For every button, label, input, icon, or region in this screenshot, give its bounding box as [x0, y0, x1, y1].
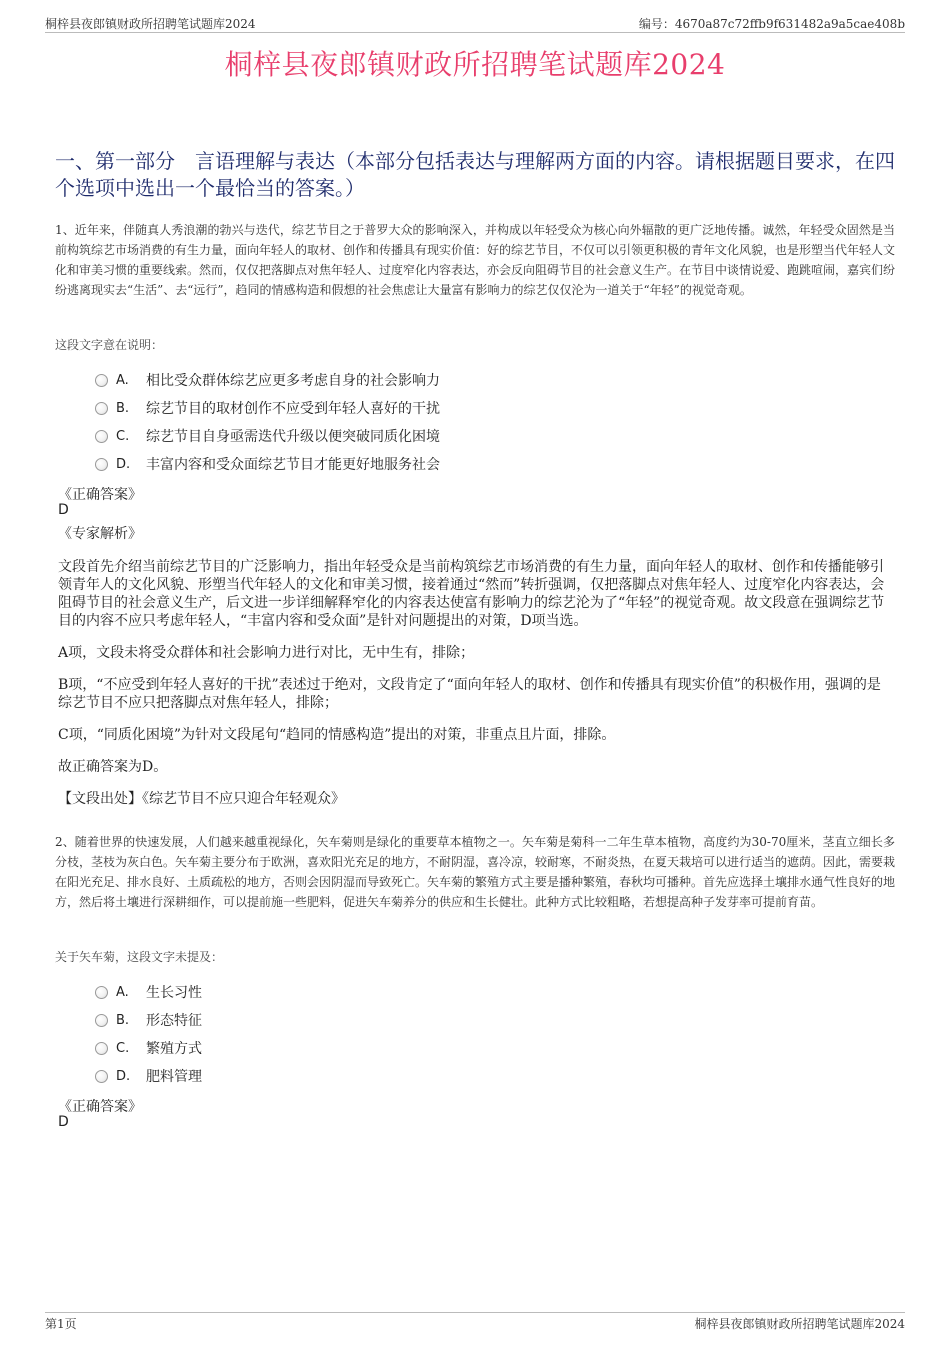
question-2-option-b[interactable] — [95, 1006, 695, 1034]
option-letter: D. — [116, 1068, 131, 1084]
question-1-analysis-label: 《专家解析》 — [58, 526, 142, 542]
header-doc-id: 编号：4670a87c72ffb9f631482a9a5cae408b — [638, 17, 905, 31]
analysis-paragraph: A项，文段未将受众群体和社会影响力进行对比，无中生有，排除； — [58, 645, 475, 661]
option-text: 综艺节目的取材创作不应受到年轻人喜好的干扰 — [146, 401, 440, 417]
analysis-paragraph: 文段首先介绍当前综艺节目的广泛影响力，指出年轻受众是当前构筑综艺市场消费的有生力量，面向年轻人的取材、创作和传播能够引领青年人的文化风貌、形塑当代年轻人的文化和审美习惯，接着通过“然而”转折强调，仅把落脚点对焦年轻人、过度窄化内容表达，会阻碍节目的社会意义生产，后文进一步详细解释窄化的内容表达使富有影响力的综艺沦为了“年轻”的视觉奇观。故文段意在强调综艺节目的内容不应只考虑年轻人，“丰富内容和受众面”是针对问题提出的对策，D项当选。 — [58, 559, 885, 629]
question-1-answer: D — [58, 502, 69, 518]
option-letter: C. — [116, 1040, 130, 1056]
option-text: 肥料管理 — [146, 1069, 202, 1085]
analysis-paragraph: 故正确答案为D。 — [58, 759, 168, 775]
question-2-answer-label: 《正确答案》 — [58, 1099, 142, 1115]
question-2-option-d[interactable] — [95, 1062, 695, 1090]
radio-icon[interactable] — [95, 402, 108, 415]
option-letter: A. — [116, 984, 129, 1000]
question-1-prompt: 这段文字意在说明： — [55, 338, 164, 352]
radio-icon[interactable] — [95, 986, 108, 999]
analysis-source: 【文段出处】《综艺节目不应只迎合年轻观众》 — [58, 791, 345, 807]
radio-icon[interactable] — [95, 1014, 108, 1027]
option-text: 丰富内容和受众面综艺节目才能更好地服务社会 — [146, 457, 440, 473]
section-heading: 一、第一部分 言语理解与表达（本部分包括表达与理解两方面的内容。请根据题目要求，在四个选项中选出一个最恰当的答案。） — [55, 149, 895, 200]
option-letter: B. — [116, 1012, 130, 1028]
analysis-paragraph: C项，“同质化困境”为针对文段尾句“趋同的情感构造”提出的对策，非重点且片面，排除。 — [58, 727, 616, 743]
question-1-option-a[interactable] — [95, 366, 695, 394]
question-1-answer-label: 《正确答案》 — [58, 487, 142, 503]
option-text: 相比受众群体综艺应更多考虑自身的社会影响力 — [146, 373, 440, 389]
radio-icon[interactable] — [95, 1042, 108, 1055]
question-2-answer: D — [58, 1114, 69, 1130]
option-text: 繁殖方式 — [146, 1041, 202, 1057]
question-1-option-b[interactable] — [95, 394, 695, 422]
option-letter: C. — [116, 428, 130, 444]
question-1-option-d[interactable] — [95, 450, 695, 478]
radio-icon[interactable] — [95, 458, 108, 471]
radio-icon[interactable] — [95, 430, 108, 443]
option-text: 生长习性 — [146, 985, 202, 1001]
option-letter: D. — [116, 456, 131, 472]
page-title: 桐梓县夜郎镇财政所招聘笔试题库2024 — [224, 48, 726, 81]
radio-icon[interactable] — [95, 374, 108, 387]
option-letter: B. — [116, 400, 130, 416]
option-text: 形态特征 — [146, 1013, 202, 1029]
question-1-analysis — [58, 558, 888, 822]
option-letter: A. — [116, 372, 129, 388]
question-1-text: 1、近年来，伴随真人秀浪潮的勃兴与迭代，综艺节目之于普罗大众的影响深入，并构成以年轻受众为核心向外辐散的更广泛地传播。诚然，年轻受众固然是当前构筑综艺市场消费的有生力量，面向年轻人的取材、创作和传播具有现实价值：好的综艺节目，不仅可以引领更积极的青年文化风貌，也是形塑当代年轻人文化和审美习惯的重要线索。然而，仅仅把落脚点对焦年轻人、过度窄化内容表达，亦会反向阻碍节目的社会意义生产。在节目中谈情说爱、跑跳喧闹，嘉宾们纷纷逃离现实去“生活”、去“远行”，趋同的情感构造和假想的社会焦虑让大量富有影响力的综艺仅仅沦为一道关于“年轻”的视觉奇观。 — [55, 223, 896, 297]
page-number: 第1页 — [45, 1317, 77, 1331]
question-1-options — [95, 366, 695, 478]
question-2-option-a[interactable] — [95, 978, 695, 1006]
question-2-option-c[interactable] — [95, 1034, 695, 1062]
question-1-option-c[interactable] — [95, 422, 695, 450]
radio-icon[interactable] — [95, 1070, 108, 1083]
header-doc-name: 桐梓县夜郎镇财政所招聘笔试题库2024 — [45, 17, 256, 31]
page-header — [45, 15, 905, 33]
option-text: 综艺节目自身亟需迭代升级以便突破同质化困境 — [146, 429, 440, 445]
question-2-text: 2、随着世界的快速发展，人们越来越重视绿化，矢车菊则是绿化的重要草本植物之一。矢车菊是菊科一二年生草本植物，高度约为30-70厘米，茎直立细长多分枝，茎枝为灰白色。矢车菊主要分布于欧洲，喜欢阳光充足的地方，不耐阴湿，喜冷凉，较耐寒，不耐炎热，在夏天栽培可以进行适当的遮荫。因此，需要栽在阳光充足、排水良好、土质疏松的地方，否则会因阴湿而导致死亡。矢车菊的繁殖方式主要是播种繁殖，春秋均可播种。首先应选择土壤排水通气性良好的地方，然后将土壤进行深耕细作，可以提前施一些肥料，促进矢车菊养分的供应和生长健壮。此种方式比较粗略，若想提高种子发芽率可提前育苗。 — [55, 835, 896, 909]
analysis-paragraph: B项，“不应受到年轻人喜好的干扰”表述过于绝对，文段肯定了“面向年轻人的取材、创作和传播具有现实价值”的积极作用，强调的是综艺节目不应只把落脚点对焦年轻人，排除； — [58, 677, 881, 711]
question-2-prompt: 关于矢车菊，这段文字未提及： — [55, 950, 224, 964]
footer-doc-name: 桐梓县夜郎镇财政所招聘笔试题库2024 — [694, 1317, 905, 1331]
question-2-options — [95, 978, 695, 1090]
page-footer — [45, 1312, 905, 1330]
